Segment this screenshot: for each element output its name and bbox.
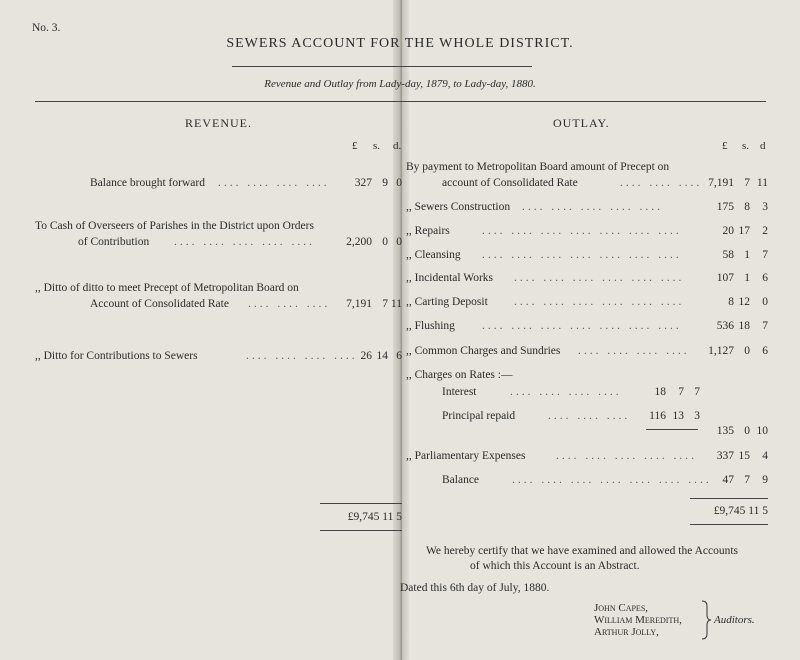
outlay-item-pence: 0 xyxy=(762,296,768,308)
revenue-item-pence: 0 xyxy=(396,236,402,248)
outlay-item-pence: 7 xyxy=(762,249,768,261)
outlay-item-label: ,, Parliamentary Expenses xyxy=(406,450,526,462)
charges-item-pounds: 18 xyxy=(654,386,666,398)
leader-dots: .... .... .... xyxy=(248,298,331,310)
outlay-item-label: By payment to Metropolitan Board amount of Precept on xyxy=(406,161,670,173)
auditors-brace-icon xyxy=(700,600,712,640)
auditor-name: William Meredith, xyxy=(594,614,682,626)
revenue-item-pounds: 7,191 xyxy=(346,298,372,310)
outlay-heading: OUTLAY. xyxy=(553,116,610,130)
revenue-item-shillings: 0 xyxy=(382,236,388,248)
outlay-item-pounds: 20 xyxy=(722,225,734,237)
leader-dots: .... .... .... .... .... xyxy=(522,201,663,213)
outlay-item-shillings: 7 xyxy=(744,474,750,486)
outlay-item-pence: 4 xyxy=(762,450,768,462)
outlay-item-shillings: 1 xyxy=(744,249,750,261)
outlay-item-pounds: 175 xyxy=(716,201,734,213)
outlay-item-pounds: 1,127 xyxy=(708,345,734,357)
charges-heading: ,, Charges on Rates :— xyxy=(406,369,513,381)
revenue-item-label: ,, Ditto for Contributions to Sewers xyxy=(35,350,198,362)
outlay-item-shillings: 8 xyxy=(744,201,750,213)
outlay-item-label: Balance xyxy=(442,474,480,486)
charges-item-shillings: 13 xyxy=(672,410,684,422)
revenue-item-label: ,, Ditto of ditto to meet Precept of Metropolitan Board on xyxy=(35,282,299,294)
outlay-item-pence: 3 xyxy=(762,201,768,213)
dated-line: Dated this 6th day of July, 1880. xyxy=(400,582,550,594)
page-title: SEWERS ACCOUNT FOR THE WHOLE DISTRICT. xyxy=(226,36,574,51)
outlay-item-label: ,, Incidental Works xyxy=(406,272,494,284)
outlay-item-pence: 11 xyxy=(756,177,768,189)
leader-dots: .... .... .... .... xyxy=(510,386,622,398)
certification-line-2: of which this Account is an Abstract. xyxy=(470,560,640,572)
leader-dots: .... .... .... .... xyxy=(218,177,330,189)
outlay-item-pounds: 107 xyxy=(716,272,734,284)
outlay-item-shillings: 15 xyxy=(738,450,750,462)
revenue-item-pounds: 2,200 xyxy=(346,236,372,248)
revenue-item-pounds: 26 xyxy=(360,350,372,362)
outlay-item-pence: 9 xyxy=(762,474,768,486)
outlay-total: £9,745 11 5 xyxy=(713,505,768,517)
charges-total-pounds: 135 xyxy=(716,425,734,437)
outlay-item-pence: 2 xyxy=(762,225,768,237)
revenue-item-pence: 6 xyxy=(396,350,402,362)
outlay-item-shillings: 7 xyxy=(744,177,750,189)
outlay-item-pence: 6 xyxy=(762,345,768,357)
revenue-col-shillings: s. xyxy=(373,140,381,152)
charges-total-shillings: 0 xyxy=(744,425,750,437)
revenue-total-rule-bottom xyxy=(320,530,402,531)
outlay-item-label: ,, Common Charges and Sundries xyxy=(406,345,561,357)
certification-line-1: We hereby certify that we have examined and allowed the Accounts xyxy=(426,545,739,557)
leader-dots: .... .... .... .... .... .... .... xyxy=(482,225,682,237)
charges-subtotal-rule xyxy=(646,429,698,430)
charges-item-label: Principal repaid xyxy=(442,410,516,422)
page-subtitle: Revenue and Outlay from Lady-day, 1879, to Lady-day, 1880. xyxy=(264,78,536,90)
leader-dots: .... .... .... .... .... .... .... xyxy=(482,320,682,332)
auditor-name: John Capes, xyxy=(594,602,649,614)
outlay-item-pounds: 47 xyxy=(722,474,734,486)
leader-dots: .... .... .... .... .... xyxy=(556,450,697,462)
revenue-heading: REVENUE. xyxy=(185,116,252,130)
charges-item-label: Interest xyxy=(442,386,477,398)
revenue-total: £9,745 11 5 xyxy=(347,511,402,523)
outlay-item-pence: 6 xyxy=(762,272,768,284)
outlay-col-shillings: s. xyxy=(742,140,750,152)
outlay-item-label-cont: account of Consolidated Rate xyxy=(442,177,578,189)
revenue-item-label-cont: of Contribution xyxy=(78,236,150,248)
outlay-item-label: ,, Cleansing xyxy=(406,249,461,261)
outlay-item-pounds: 58 xyxy=(722,249,734,261)
outlay-item-label: ,, Flushing xyxy=(406,320,455,332)
outlay-item-shillings: 0 xyxy=(744,345,750,357)
revenue-item-pence: 11 xyxy=(390,298,402,310)
leader-dots: .... .... .... .... .... .... .... xyxy=(482,249,682,261)
revenue-item-pence: 0 xyxy=(396,177,402,189)
outlay-item-pounds: 337 xyxy=(716,450,734,462)
outlay-col-pounds: £ xyxy=(722,140,728,152)
charges-item-pounds: 116 xyxy=(649,410,666,422)
outlay-item-pounds: 536 xyxy=(716,320,734,332)
header-rule xyxy=(35,101,766,102)
outlay-item-label: ,, Sewers Construction xyxy=(406,201,511,213)
revenue-item-shillings: 14 xyxy=(376,350,388,362)
outlay-item-shillings: 18 xyxy=(738,320,750,332)
title-rule xyxy=(232,66,532,67)
leader-dots: .... .... .... xyxy=(548,410,631,422)
outlay-item-label: ,, Repairs xyxy=(406,225,450,237)
leader-dots: .... .... .... .... .... .... xyxy=(514,272,685,284)
outlay-item-shillings: 12 xyxy=(738,296,750,308)
revenue-col-pounds: £ xyxy=(352,140,358,152)
outlay-total-rule-top xyxy=(690,498,768,499)
outlay-col-pence: d xyxy=(760,140,766,152)
outlay-item-pounds: 8 xyxy=(728,296,734,308)
auditors-role: Auditors. xyxy=(714,614,755,626)
outlay-item-pounds: 7,191 xyxy=(708,177,734,189)
revenue-item-shillings: 7 xyxy=(382,298,388,310)
leader-dots: .... .... .... xyxy=(620,177,703,189)
revenue-item-shillings: 9 xyxy=(382,177,388,189)
leader-dots: .... .... .... .... .... xyxy=(174,236,315,248)
charges-total-pence: 10 xyxy=(756,425,768,437)
leader-dots: .... .... .... .... xyxy=(578,345,690,357)
charges-item-pence: 3 xyxy=(694,410,700,422)
doc-number: No. 3. xyxy=(32,22,61,34)
outlay-item-pence: 7 xyxy=(762,320,768,332)
outlay-item-shillings: 1 xyxy=(744,272,750,284)
charges-item-shillings: 7 xyxy=(678,386,684,398)
outlay-total-rule-bottom xyxy=(690,524,768,525)
leader-dots: .... .... .... .... xyxy=(246,350,358,362)
revenue-total-rule-top xyxy=(320,503,402,504)
revenue-item-label: To Cash of Overseers of Parishes in the District upon Orders xyxy=(35,220,314,232)
revenue-col-pence: d. xyxy=(393,140,402,152)
auditor-name: Arthur Jolly, xyxy=(594,626,659,638)
revenue-item-pounds: 327 xyxy=(354,177,372,189)
outlay-item-label: ,, Carting Deposit xyxy=(406,296,488,308)
leader-dots: .... .... .... .... .... .... xyxy=(514,296,685,308)
revenue-item-label-cont: Account of Consolidated Rate xyxy=(90,298,229,310)
revenue-item-label: Balance brought forward xyxy=(90,177,205,189)
outlay-item-shillings: 17 xyxy=(738,225,750,237)
leader-dots: .... .... .... .... .... .... .... xyxy=(512,474,712,486)
charges-item-pence: 7 xyxy=(694,386,700,398)
